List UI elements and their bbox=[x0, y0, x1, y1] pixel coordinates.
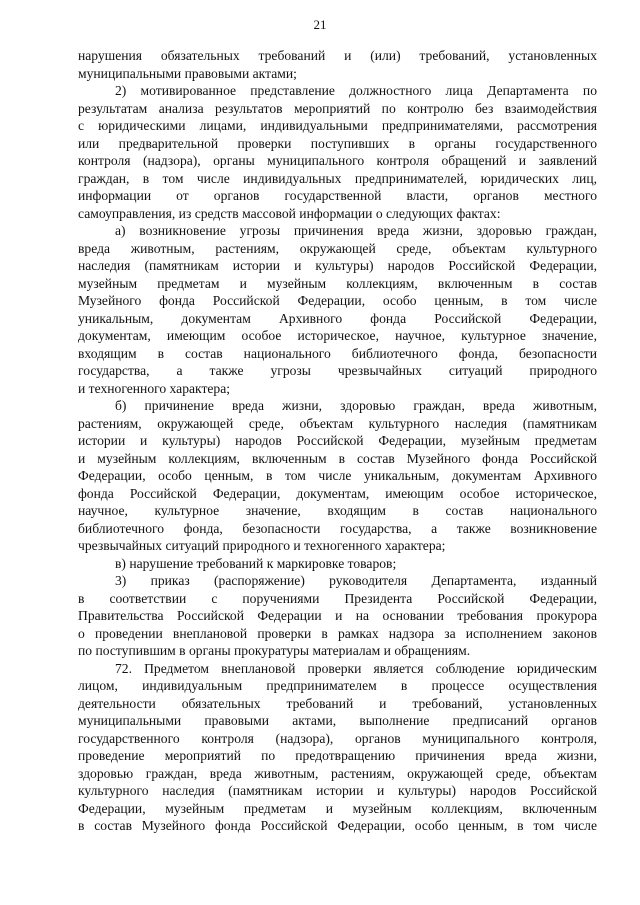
text-line: научное, культурное значение, входящим в состав национального bbox=[78, 503, 597, 518]
text-line: вреда животным, растениям, окружающей среде, объектам культурного bbox=[78, 240, 597, 256]
text-line: библиотечного фонда, безопасности государства, а также возникновение bbox=[78, 520, 597, 536]
text-line: информации от органов государственной власти, органов местного bbox=[78, 188, 597, 203]
text-line: с юридическими лицами, индивидуальными предпринимателями, рассмотрения bbox=[78, 118, 597, 133]
text-line: 3) приказ (распоряжение) руководителя Департамента, изданный bbox=[115, 573, 597, 588]
text-line: и техногенного характера; bbox=[78, 380, 231, 396]
text-line: здоровью граждан, вреда животным, растениям, окружающей среде, объектам bbox=[78, 765, 597, 781]
text-line: уникальным, документам Архивного фонда Российской Федерации, bbox=[78, 310, 597, 326]
text-line: проведение мероприятий по предотвращению причинения вреда жизни, bbox=[78, 748, 597, 763]
text-line: б) причинение вреда жизни, здоровью граждан, вреда животным, bbox=[115, 398, 597, 413]
text-line: фонда Российской Федерации, документам, имеющим особое историческое, bbox=[78, 485, 597, 501]
text-line: о проведении внеплановой проверки в рамках надзора за исполнением законов bbox=[78, 625, 597, 641]
text-line: 2) мотивированное представление должностного лица Департамента по bbox=[115, 83, 597, 98]
text-line: в) нарушение требований к маркировке товаров; bbox=[115, 555, 397, 571]
page-number: 21 bbox=[313, 17, 327, 32]
text-line: Правительства Российской Федерации и на основании требования прокурора bbox=[78, 608, 597, 623]
text-line: в состав Музейного фонда Российской Федерации, особо ценным, в том числе bbox=[78, 818, 597, 833]
text-line: или предварительной проверки поступивших в органы государственного bbox=[78, 135, 597, 151]
text-line: государственного контроля (надзора), органов муниципального контроля, bbox=[78, 730, 597, 746]
text-line: самоуправления, из средств массовой информации о следующих фактах: bbox=[78, 205, 501, 221]
text-line: входящим в состав национального библиотечного фонда, безопасности bbox=[78, 345, 597, 361]
text-line: и музейным коллекциям, включенным в состав Музейного фонда Российской bbox=[78, 450, 597, 466]
text-line: в соответствии с поручениями Президента Российской Федерации, bbox=[78, 590, 597, 606]
text-line: 72. Предметом внеплановой проверки является соблюдение юридическим bbox=[115, 660, 597, 676]
document-body bbox=[78, 47, 597, 835]
text-line: результатам анализа результатов мероприятий по контролю без взаимодействия bbox=[78, 100, 597, 116]
text-line: истории и культуры) народов Российской Федерации, музейным предметам bbox=[78, 433, 597, 448]
text-line: деятельности обязательных требований и требований, установленных bbox=[78, 695, 597, 711]
text-line: Музейного фонда Российской Федерации, особо ценным, в том числе bbox=[78, 293, 597, 308]
text-line: по поступившим в органы прокуратуры материалам и обращениям. bbox=[78, 643, 471, 658]
text-line: Федерации, музейным предметам и музейным коллекциям, включенным bbox=[78, 800, 597, 816]
text-line: культурного наследия (памятникам истории и культуры) народов Российской bbox=[78, 783, 597, 798]
text-line: нарушения обязательных требований и (или) требований, установленных bbox=[78, 48, 597, 63]
text-line: муниципальными правовыми актами; bbox=[78, 65, 297, 81]
text-line: музейным предметам и музейным коллекциям, включенным в состав bbox=[78, 275, 597, 291]
text-line: государства, а также угрозы чрезвычайных ситуаций природного bbox=[78, 363, 597, 378]
text-line: чрезвычайных ситуаций природного и техногенного характера; bbox=[78, 538, 446, 553]
text-line: Федерации, особо ценным, в том числе уникальным, документам Архивного bbox=[78, 468, 597, 483]
text-line: лицом, индивидуальным предпринимателем в процессе осуществления bbox=[78, 678, 597, 693]
text-line: а) возникновение угрозы причинения вреда жизни, здоровью граждан, bbox=[115, 223, 597, 238]
text-line: контроля (надзора), органы муниципального контроля обращений и заявлений bbox=[78, 153, 597, 168]
text-line: наследия (памятникам истории и культуры) народов Российской Федерации, bbox=[78, 258, 597, 273]
text-line: граждан, в том числе индивидуальных предпринимателей, юридических лиц, bbox=[78, 170, 597, 186]
text-line: муниципальными правовыми актами, выполнение предписаний органов bbox=[78, 713, 597, 728]
text-line: растениям, окружающей среде, объектам культурного наследия (памятникам bbox=[78, 415, 597, 431]
text-line: документам, имеющим особое историческое, научное, культурное значение, bbox=[78, 328, 597, 343]
